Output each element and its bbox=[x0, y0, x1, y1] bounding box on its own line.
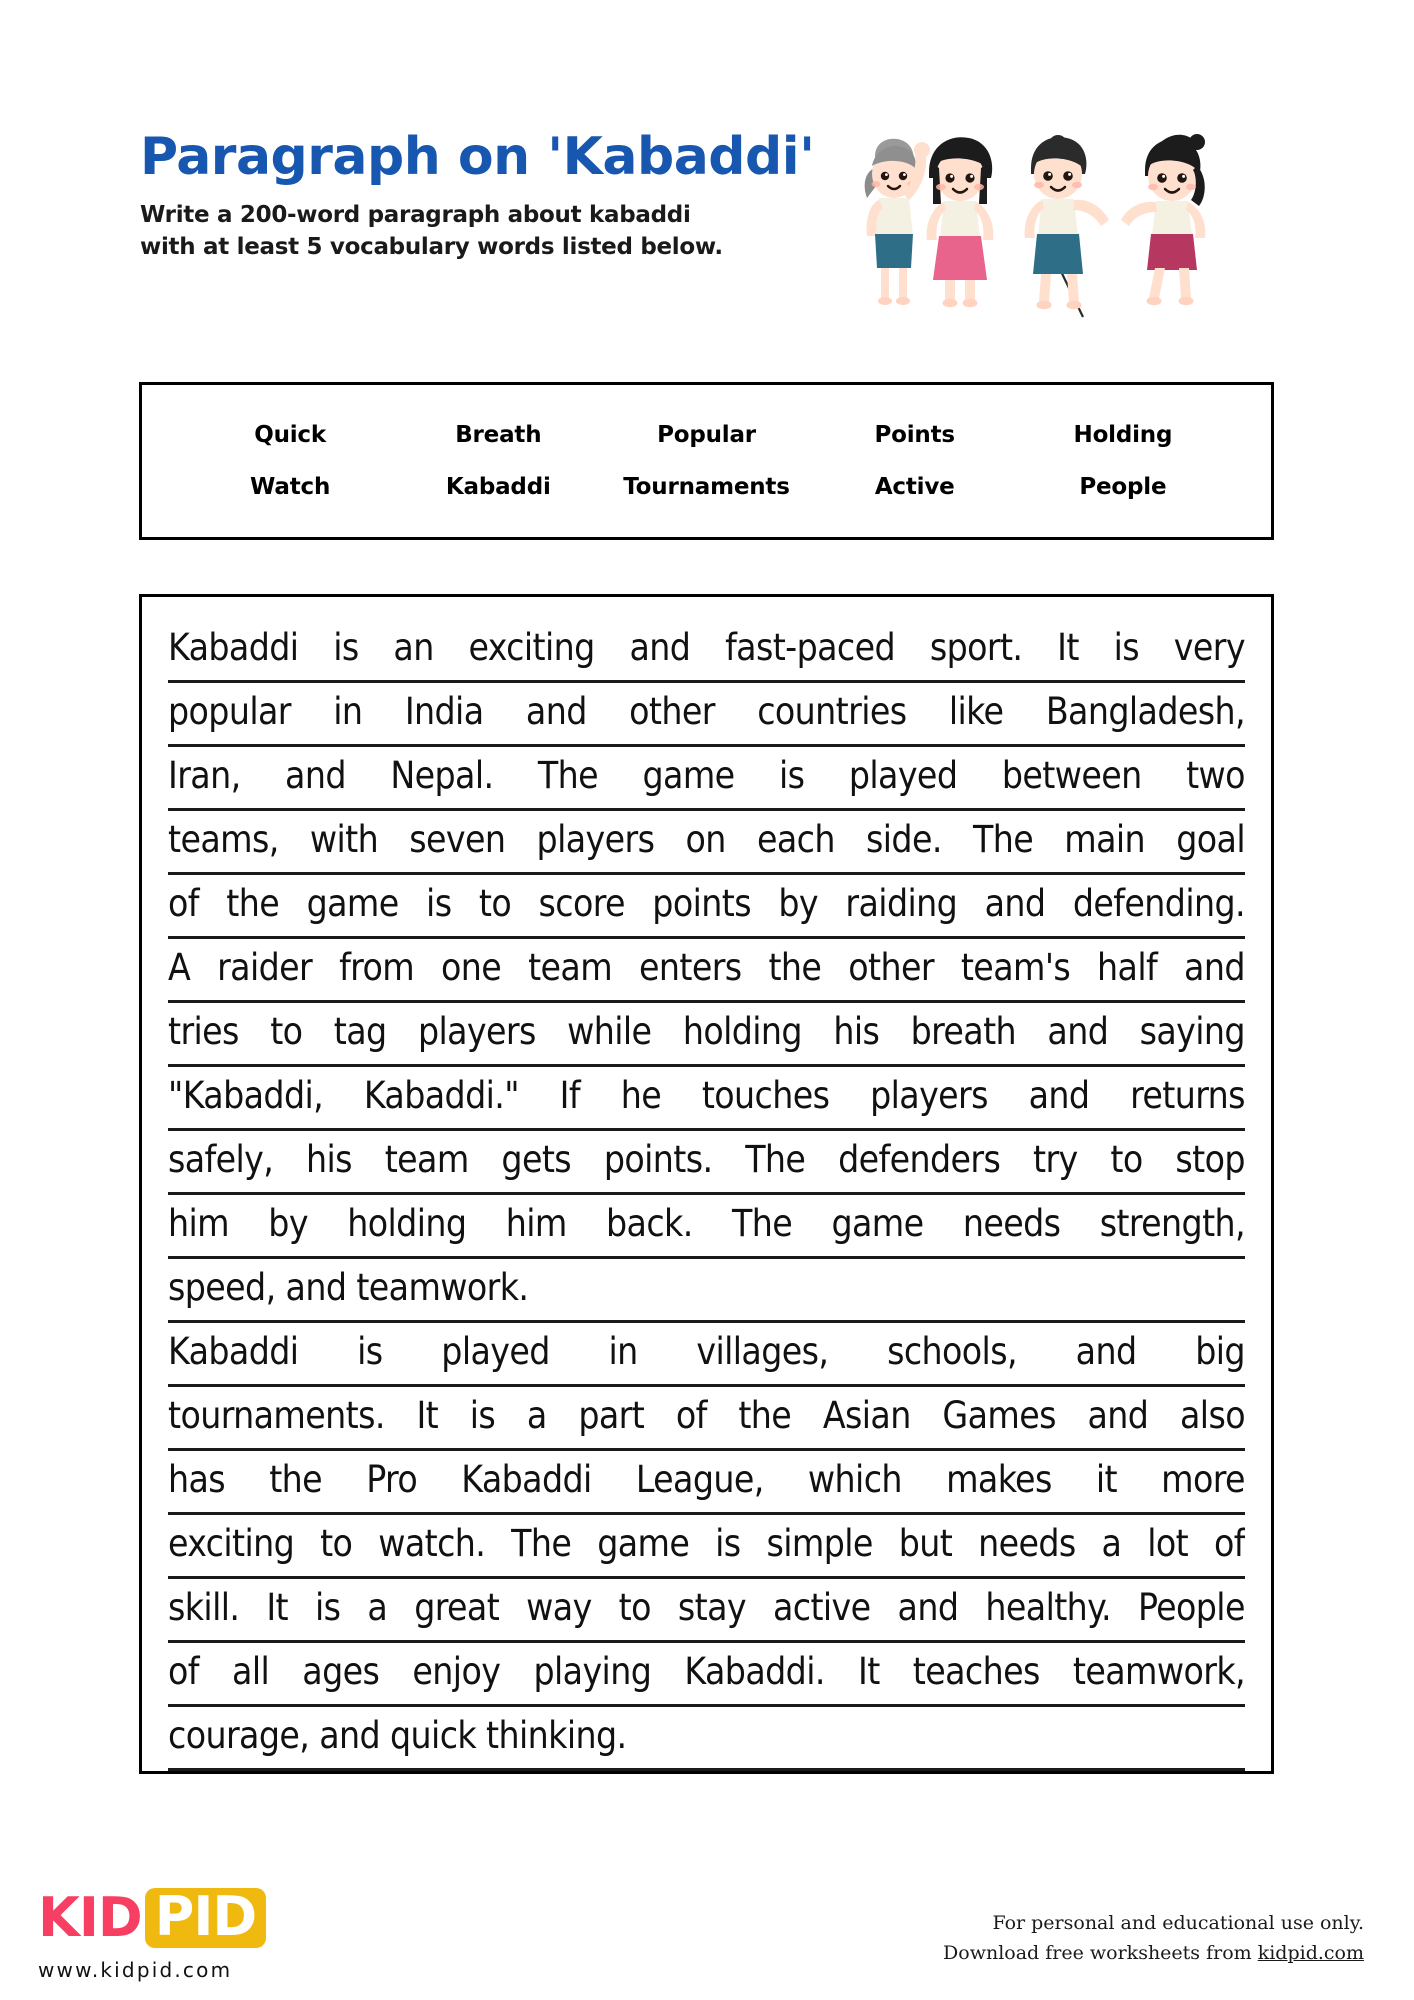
answer-line: him by holding him back. The game needs strength, bbox=[168, 1195, 1245, 1259]
answer-line: speed, and teamwork. bbox=[168, 1259, 1245, 1323]
answer-line: courage, and quick thinking. bbox=[168, 1707, 1245, 1771]
footer-note-prefix: Download free worksheets from bbox=[943, 1942, 1258, 1965]
answer-line: exciting to watch. The game is simple but needs a lot of bbox=[168, 1515, 1245, 1579]
footer-note-line-1: For personal and educational use only. bbox=[992, 1912, 1364, 1934]
vocabulary-word: Popular bbox=[657, 422, 756, 448]
answer-line: tries to tag players while holding his breath and saying bbox=[168, 1003, 1245, 1067]
child-boy-raised-arm bbox=[865, 139, 930, 305]
answer-line: popular in India and other countries like Bangladesh, bbox=[168, 683, 1245, 747]
vocabulary-row-1 bbox=[186, 422, 1227, 448]
answer-line: of the game is to score points by raiding and defending. bbox=[168, 875, 1245, 939]
vocabulary-word: Holding bbox=[1073, 422, 1173, 448]
vocabulary-word: People bbox=[1079, 474, 1167, 500]
kidpid-logo[interactable] bbox=[38, 1885, 368, 1982]
answer-line: Kabaddi is played in villages, schools, and big bbox=[168, 1323, 1245, 1387]
answer-text bbox=[168, 619, 1245, 1771]
vocabulary-word: Breath bbox=[455, 422, 542, 448]
answer-line: tournaments. It is a part of the Asian Games and also bbox=[168, 1387, 1245, 1451]
vocabulary-word: Tournaments bbox=[623, 474, 790, 500]
vocabulary-word: Watch bbox=[250, 474, 331, 500]
answer-line: safely, his team gets points. The defenders try to stop bbox=[168, 1131, 1245, 1195]
logo-mark bbox=[38, 1885, 368, 1949]
logo-pid-text: PID bbox=[145, 1888, 267, 1948]
logo-website-url[interactable]: www.kidpid.com bbox=[38, 1958, 233, 1982]
vocabulary-word: Points bbox=[874, 422, 955, 448]
answer-line: skill. It is a great way to stay active and healthy. People bbox=[168, 1579, 1245, 1643]
answer-line: teams, with seven players on each side. The main goal bbox=[168, 811, 1245, 875]
kabaddi-kids-illustration bbox=[845, 112, 1265, 322]
answer-writing-box[interactable] bbox=[139, 594, 1274, 1774]
answer-line: "Kabaddi, Kabaddi." If he touches players and returns bbox=[168, 1067, 1245, 1131]
answer-line: Iran, and Nepal. The game is played between two bbox=[168, 747, 1245, 811]
answer-line: of all ages enjoy playing Kabaddi. It teaches teamwork, bbox=[168, 1643, 1245, 1707]
vocabulary-row-2 bbox=[186, 474, 1227, 500]
instruction-text bbox=[140, 199, 800, 264]
kidpid-link[interactable]: kidpid.com bbox=[1257, 1942, 1364, 1965]
instruction-line-1: Write a 200-word paragraph about kabaddi bbox=[140, 201, 691, 228]
footer-usage-note bbox=[943, 1908, 1364, 1969]
instruction-line-2: with at least 5 vocabulary words listed below. bbox=[140, 234, 723, 261]
vocabulary-word-box bbox=[139, 382, 1274, 540]
answer-line: has the Pro Kabaddi League, which makes it more bbox=[168, 1451, 1245, 1515]
child-girl-ponytail bbox=[1121, 134, 1205, 305]
logo-kid-text: KID bbox=[38, 1886, 142, 1949]
page-title: Paragraph on 'Kabaddi' bbox=[140, 127, 815, 187]
answer-line: A raider from one team enters the other team's half and bbox=[168, 939, 1245, 1003]
footer-note-line-2 bbox=[943, 1938, 1364, 1968]
vocabulary-word: Quick bbox=[254, 422, 326, 448]
answer-line: Kabaddi is an exciting and fast-paced sport. It is very bbox=[168, 619, 1245, 683]
vocabulary-word: Kabaddi bbox=[445, 474, 551, 500]
vocabulary-word: Active bbox=[874, 474, 955, 500]
child-girl-pink-skirt bbox=[927, 137, 994, 307]
